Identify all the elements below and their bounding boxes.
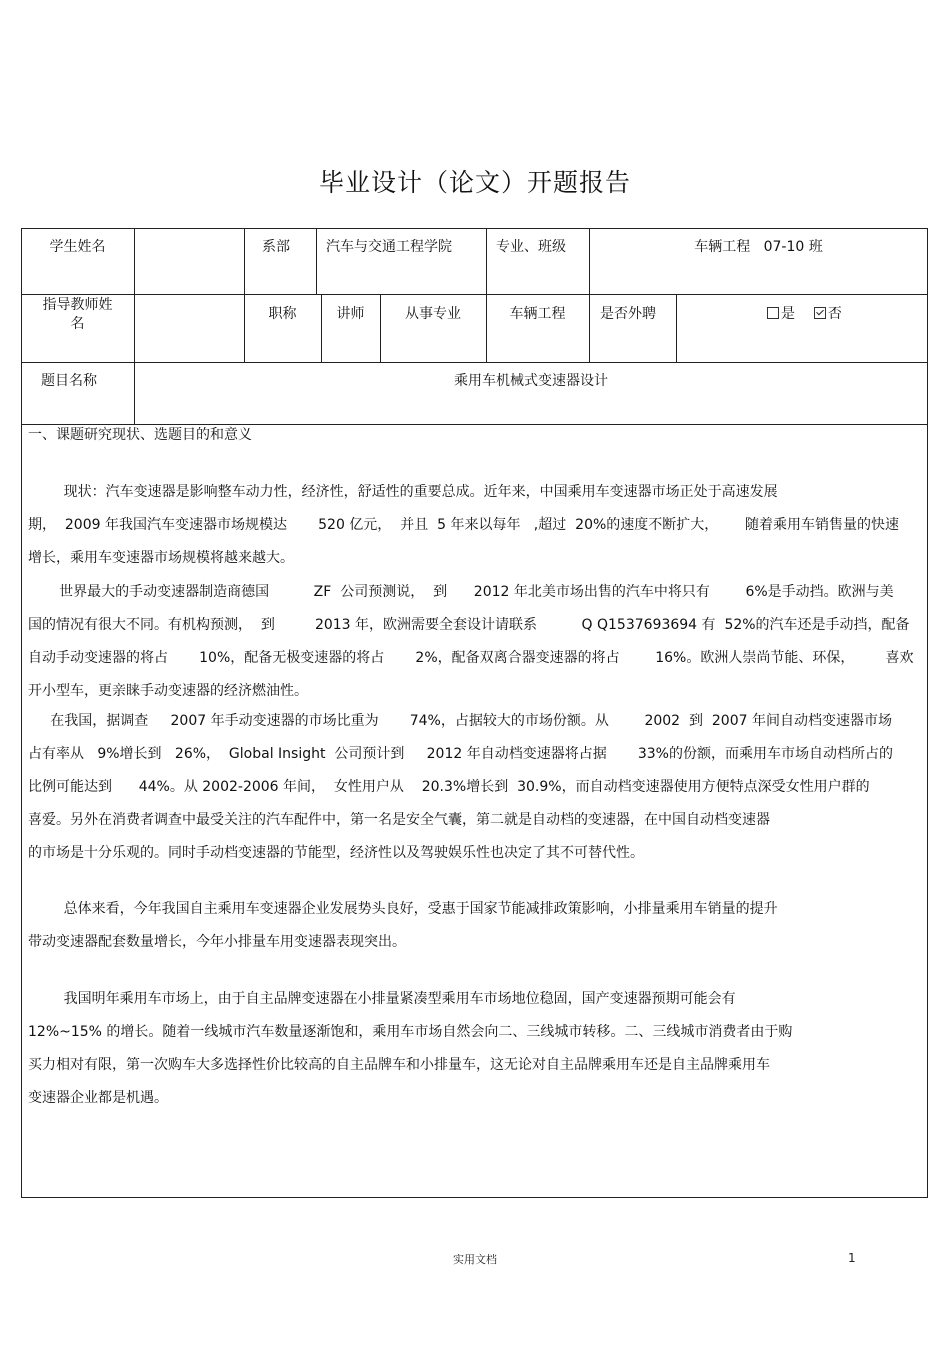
column-divider [486,228,487,362]
text-line: 比例可能达到 44%。从 2002-2006 年间， 女性用户从 20.3%增长到 30.9%，而自动档变速器使用方便特点深受女性用户群的 [28,779,870,795]
paragraph-outlook [28,983,908,1115]
advisor-value[interactable] [140,305,240,324]
topic-label: 题目名称 [41,373,97,389]
text-line: 现状：汽车变速器是影响整车动力性，经济性，舒适性的重要总成。近年来，中国乘用车变速器市场正处于高速发展 [28,484,778,500]
column-divider [134,228,135,362]
text-line: 国的情况有很大不同。有机构预测， 到 2013 年，欧洲需要全套设计请联系 Q Q1537693694 有 52%的汽车还是手动挡，配备 [28,617,910,633]
advisor-label-line2: 名 [70,316,85,332]
text-line: 占有率从 9%增长到 26%， Global Insight 公司预计到 2012 年自动档变速器将占据 33%的份额，而乘用车市场自动档所占的 [28,746,893,762]
column-divider [244,228,245,362]
column-divider [316,228,317,294]
text-line: 期， 2009 年我国汽车变速器市场规模达 520 亿元， 并且 5 年来以每年 ,超过 20%的速度不断扩大， 随着乘用车销售量的快速 [28,517,899,533]
text-line: 自动手动变速器的将占 10%，配备无极变速器的将占 2%，配备双离合器变速器的将占 16%。欧洲人崇尚节能、环保， 喜欢 [28,650,914,666]
column-divider [676,294,677,362]
text-line: 带动变速器配套数量增长，今年小排量车用变速器表现突出。 [28,934,406,950]
text-line: 12%~15% 的增长。随着一线城市汽车数量逐渐饱和，乘用车市场自然会向二、三线城市转移。二、三线城市消费者由于购 [28,1024,793,1040]
rank-value: 讲师 [336,306,365,322]
major-class-value: 车辆工程 07-10 班 [694,239,823,255]
no-option-label: 否 [827,306,842,322]
text-line: 在我国，据调查 2007 年手动变速器的市场比重为 74%，占据较大的市场份额。从 2002 到 2007 年间自动档变速器市场 [28,713,892,729]
major-class-label: 专业、班级 [496,239,566,255]
department-label: 系部 [262,239,290,255]
page-title: 毕业设计（论文）开题报告 [318,168,631,197]
paragraph-europe [28,576,914,708]
page-number: 1 [848,1251,856,1265]
footer-label: 实用文档 [453,1253,497,1266]
text-line: 买力相对有限，第一次购车大多选择性价比较高的自主品牌车和小排量车，这无论对自主品牌乘用车还是自主品牌乘用车 [28,1057,770,1073]
text-line: 总体来看，今年我国自主乘用车变速器企业发展势头良好，受惠于国家节能减排政策影响，小排量乘用车销量的提升 [28,901,778,917]
advisor-label [21,296,134,334]
paragraph-china [28,705,908,870]
row-divider [21,362,928,363]
section-heading: 一、课题研究现状、选题目的和意义 [28,427,252,443]
text-line: 我国明年乘用车市场上，由于自主品牌变速器在小排量紧凑型乘用车市场地位稳固，国产变速器预期可能会有 [28,991,736,1007]
student-name-value[interactable] [140,238,240,257]
text-line: 的市场是十分乐观的。同时手动档变速器的节能型，经济性以及驾驶娱乐性也决定了其不可替代性。 [28,845,644,861]
row-divider [21,294,928,295]
yes-checkbox[interactable] [767,307,779,319]
paragraph-overall [28,893,908,959]
student-name-label: 学生姓名 [49,239,106,255]
text-line: 变速器企业都是机遇。 [28,1090,168,1106]
rank-label: 职称 [268,306,297,322]
advisor-label-line1: 指导教师姓 [42,297,113,313]
external-hire-options [767,305,842,324]
no-checkbox[interactable] [814,307,826,319]
text-line: 开小型车，更亲睐手动变速器的经济燃油性。 [28,683,308,699]
field-value: 车辆工程 [509,306,566,322]
paragraph-status [28,476,908,575]
text-line: 喜爱。另外在消费者调查中最受关注的汽车配件中，第一名是安全气囊，第二就是自动档的变速器，在中国自动档变速器 [28,812,770,828]
text-line: 增长，乘用车变速器市场规模将越来越大。 [28,550,294,566]
topic-value: 乘用车机械式变速器设计 [454,373,608,389]
department-value: 汽车与交通工程学院 [326,239,452,255]
row-divider [21,424,928,425]
field-label: 从事专业 [405,306,461,322]
yes-option-label: 是 [781,306,795,322]
external-hire-label: 是否外聘 [600,306,656,322]
text-line: 世界最大的手动变速器制造商德国 ZF 公司预测说， 到 2012 年北美市场出售的汽车中将只有 6%是手动挡。欧洲与美 [28,584,894,600]
